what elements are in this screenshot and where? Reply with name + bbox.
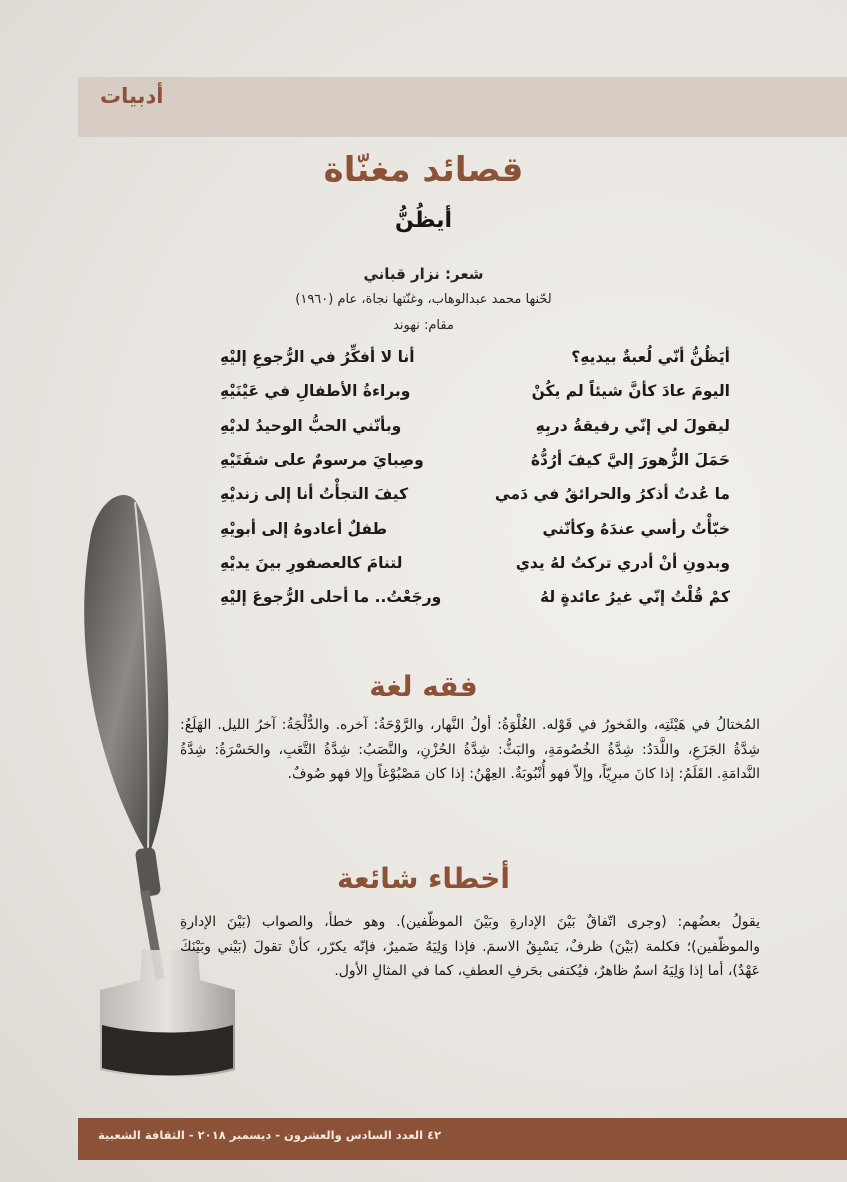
maqam-line: مقام: نهوند [393, 318, 454, 333]
verse-first-hemistich: كمْ قُلْتُ إنّي غيرُ عائدةٍ لهُ [540, 588, 730, 607]
verse [220, 409, 730, 443]
verse [220, 340, 730, 374]
verse [220, 580, 730, 614]
verse-second-hemistich: كيفَ التجأْتُ أنا إلى زنديْهِ [220, 485, 409, 504]
philology-heading: فقه لغة [369, 670, 478, 703]
section-header-band [78, 77, 847, 137]
verse [220, 546, 730, 580]
section-label: أدبيات [100, 84, 164, 108]
verse-first-hemistich: خبّأْتُ رأسي عندَهُ وكأنّني [542, 519, 730, 538]
verse-second-hemistich: وصِبايَ مرسومٌ على شفَتَيْهِ [220, 451, 424, 470]
verse-first-hemistich: حَمَلَ الزُّهورَ إليَّ كيفَ أرُدُّهُ [530, 451, 730, 470]
page-title: قصائد مغنّاة [323, 150, 524, 190]
verse-second-hemistich: وبراءةُ الأطفالِ في عَيْنَيْهِ [220, 382, 411, 401]
verse-first-hemistich: أيَظُنُّ أنّي لُعبةٌ بيديهِ؟ [571, 348, 730, 367]
verse-second-hemistich: لتنامَ كالعصفورِ بينَ يديْهِ [220, 553, 403, 572]
verse [220, 374, 730, 408]
page-number: ٤٢ [427, 1128, 442, 1142]
verse [220, 477, 730, 511]
composer-credit: لحّنها محمد عبدالوهاب، وغنّتها نجاة، عام (١٩٦٠) [295, 292, 552, 307]
verse-first-hemistich: ما عُدتُ أذكرُ والحرائقُ في دَمي [494, 485, 730, 504]
verse-second-hemistich: طفلٌ أعادوهُ إلى أبويْهِ [220, 519, 388, 538]
issue-text: العدد السادس والعشرون - ديسمبر ٢٠١٨ - الثقافة الشعبية [98, 1128, 424, 1142]
philology-paragraph: المُختالُ في هَيْئَتِه، والفَخورُ في قَوْله. الغُلْوَةُ: أولُ النَّهار، والرَّوْحَةُ: آخره. والدُّلْجَةُ: آخرُ الليل. الهَلَعُ: شِدَّةُ الجَزَعِ، واللَّدَدُ: شِدَّةُ الخُصُومَةِ، والبَثُّ: شِدَّةُ الحُزْنِ، والنَّصَبُ: شِدَّةُ التَّعَبِ، والحَسْرَةُ: شِدَّةُ النَّدامَةِ. القَلَمُ: إذا كانَ مبرِيّاً، وإلاّ فهو أُنْبُوبَةٌ. العِهْنُ: إذا كان مَصْبُوْغاً وإلا فهو صُوفٌ. [180, 717, 760, 782]
common-errors-paragraph: يقولُ بعضُهم: (وجرى اتّفاقٌ بَيْنَ الإدارةِ وبَيْنَ الموظّفين). وهو خطأ، والصواب (بَيْنَ الإدارةِ والموظّفين)؛ فكلمة (بَيْنَ) ظرفٌ، يَسْبِقُ الاسمَ. فإذا وَلِيَهُ ضَميرٌ، فإنّه يكرّر، كأنْ تقولَ (بَيْني وبَيْنَكَ عَهْدٌ)، أما إذا وَلِيَهُ اسمٌ ظاهرٌ، فيُكتفى بحَرفِ العطفِ، كما في المثالِ الأول. [180, 914, 760, 979]
common-errors-heading: أخطاء شائعة [337, 862, 510, 895]
verse-first-hemistich: ليقولَ لي إنّي رفيقةُ دربِهِ [535, 416, 730, 435]
verse-first-hemistich: اليومَ عادَ كأنَّ شيئاً لم يكُنْ [531, 382, 730, 401]
poem-title: أيظُنُّ [394, 208, 453, 233]
verse-second-hemistich: وبأنّني الحبُّ الوحيدُ لديْهِ [220, 416, 402, 435]
poet-line: شعر: نزار قباني [363, 265, 484, 283]
verse-first-hemistich: وبدونِ أنْ أدري تركتُ لهُ يدي [515, 553, 730, 572]
verse-second-hemistich: أنا لا أفكِّرُ في الرُّجوعِ إليْهِ [220, 348, 415, 367]
verse [220, 443, 730, 477]
verse [220, 511, 730, 545]
poem-verses [220, 340, 730, 614]
verse-second-hemistich: ورجَعْتُ.. ما أحلى الرُّجوعَ إليْهِ [220, 588, 442, 607]
footer-caption [98, 1128, 441, 1142]
